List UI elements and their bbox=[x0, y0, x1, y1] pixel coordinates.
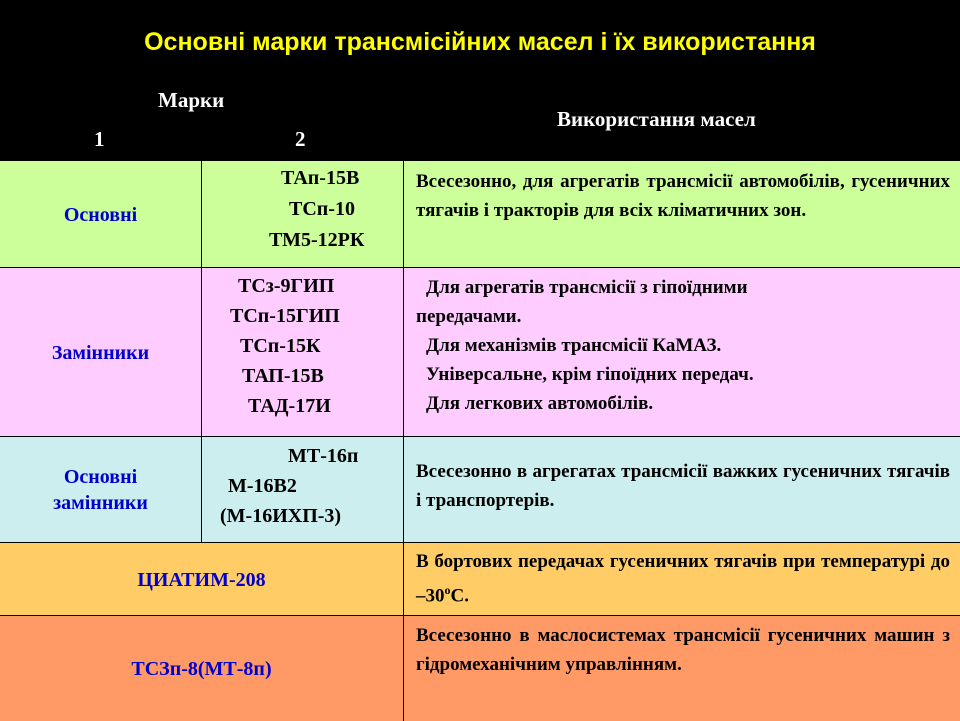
brand-item: ТАп-15В bbox=[281, 167, 360, 189]
brand-item: ТАП-15В bbox=[242, 365, 324, 387]
brand-item: ТСп-15К bbox=[240, 335, 321, 357]
usage-line: передачами. bbox=[416, 306, 522, 327]
usage-line: Для агрегатів трансмісії з гіпоїдними bbox=[426, 277, 748, 298]
usage-cell: Всесезонно, для агрегатів трансмісії автомобілів, гусеничних тягачів і тракторів для всіх кліматичних зон. bbox=[416, 171, 950, 221]
header-col1: 1 bbox=[94, 127, 105, 151]
usage-cell: Всесезонно в маслосистемах трансмісії гусеничних машин з гідромеханічним управлінням. bbox=[416, 625, 950, 675]
brand-cell: ТСЗп-8(МТ-8п) bbox=[0, 616, 404, 721]
usage-line: Для механізмів трансмісії КаМАЗ. bbox=[426, 335, 722, 356]
category-line: замінники bbox=[53, 492, 148, 514]
usage-line: Для легкових автомобілів. bbox=[426, 393, 654, 414]
table-row bbox=[0, 436, 960, 543]
header-marks: Марки bbox=[158, 88, 225, 112]
category-cell: Замінники bbox=[51, 341, 150, 364]
header-usage: Використання масел bbox=[557, 107, 756, 131]
category-line: Основні bbox=[63, 466, 138, 488]
table-row bbox=[0, 542, 960, 616]
table-row bbox=[0, 615, 960, 721]
brand-item: ТМ5-12РК bbox=[269, 229, 365, 251]
brand-item: ТСз-9ГИП bbox=[238, 275, 335, 297]
brand-item: ТАД-17И bbox=[248, 395, 331, 417]
brand-item: (М-16ИХП-3) bbox=[220, 505, 342, 527]
usage-cell bbox=[404, 268, 960, 437]
usage-cell: В бортових передачах гусеничних тягачів при температурі до $-30^оС$. bbox=[416, 551, 950, 607]
brand-item: М-16В2 bbox=[228, 475, 297, 497]
page-title: Основні марки трансмісійних масел і їх використання bbox=[144, 28, 816, 56]
table-row bbox=[0, 160, 960, 268]
brand-item: ТСп-15ГИП bbox=[230, 305, 340, 327]
brand-item: МТ-16п bbox=[288, 445, 359, 467]
brands-cell bbox=[201, 437, 404, 543]
brands-cell bbox=[201, 161, 404, 268]
category-cell bbox=[0, 437, 201, 543]
category-cell: Основні bbox=[63, 203, 138, 226]
brands-cell bbox=[201, 268, 404, 437]
header-col2: 2 bbox=[295, 127, 306, 151]
brand-cell: ЦИАТИМ-208 bbox=[0, 543, 404, 616]
table-row bbox=[0, 267, 960, 437]
usage-cell: Всесезонно в агрегатах трансмісії важких гусеничних тягачів і транспортерів. bbox=[416, 461, 950, 511]
usage-line: Універсальне, крім гіпоїдних передач. bbox=[426, 364, 754, 385]
brand-item: ТСп-10 bbox=[289, 198, 355, 220]
